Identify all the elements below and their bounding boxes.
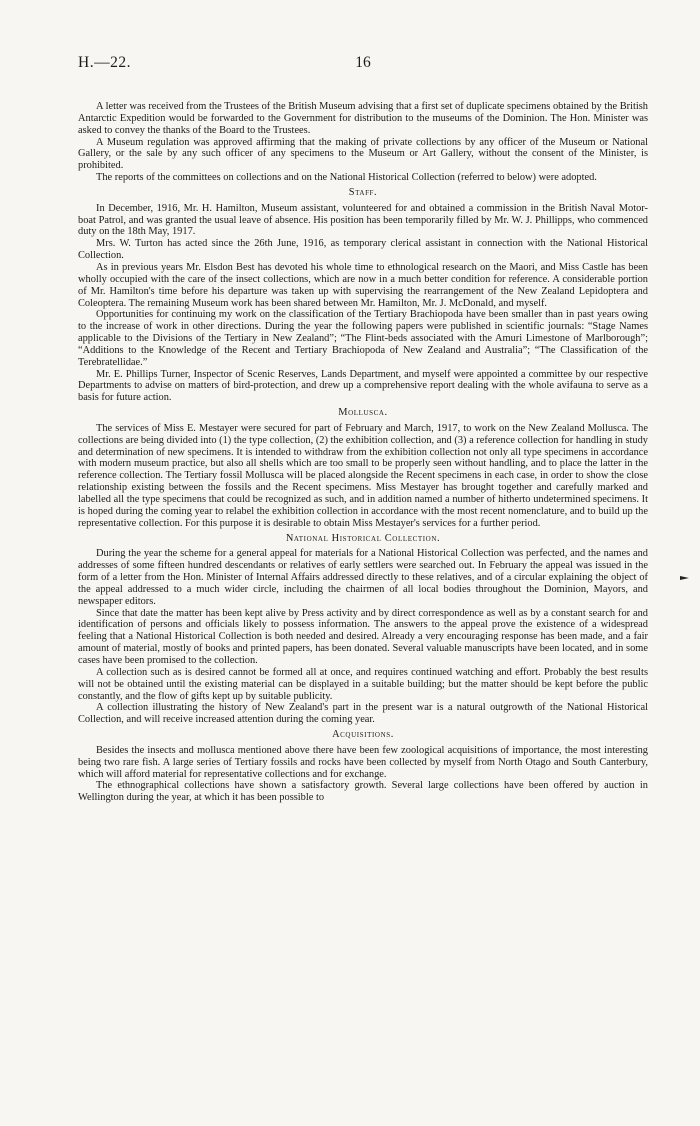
paragraph: A letter was received from the Trustees of the British Museum advising that a first set of duplicate specimens obtained by the British Antarctic Expedition would be forwarded to the Government for distribution to the museums of the Dominion. The Hon. Minister was asked to convey the thanks of the Board to the Trustees. [78, 101, 648, 136]
mollusca-section [78, 407, 648, 529]
paragraph: Mrs. W. Turton has acted since the 26th June, 1916, as temporary clerical assistant in connection with the National Historical Collection. [78, 238, 648, 262]
body-text [78, 101, 648, 804]
document-reference: H.—22. [78, 54, 131, 71]
paragraph: As in previous years Mr. Elsdon Best has devoted his whole time to ethnological research on the Maori, and Miss Castle has been wholly occupied with the care of the insect collections, which are now in a much better condition for reference. A considerable portion of Mr. Hamilton's time before his departure was taken up with supervising the rearrangement of the New Zealand Lepidoptera and Coleoptera. The remaining Museum work has been shared between Mr. Hamilton, Mr. J. McDonald, and myself. [78, 261, 648, 309]
section-heading-mollusca: Mollusca. [338, 407, 388, 419]
page-header [78, 54, 648, 76]
paragraph: A collection illustrating the history of New Zealand's part in the present war is a natural outgrowth of the National Historical Collection, and will receive increased attention during the coming year. [78, 702, 648, 726]
page-number: 16 [355, 54, 371, 71]
margin-arrow-icon [680, 574, 690, 582]
section-heading-acquisitions: Acquisitions. [332, 729, 394, 741]
paragraph: Opportunities for continuing my work on the classification of the Tertiary Brachiopoda have been smaller than in past years owing to the increase of work in other directions. During the year the following papers were published in scientific journals: “Stage Names applicable to the Divisions of the Tertiary in New Zealand”; “The Flint-beds associated with the Amuri Limestone of Marlborough”; “Additions to the Knowledge of the Recent and Tertiary Brachiopoda of New Zealand and Australia”; “The Classification of the Terebratellidae.” [78, 309, 648, 368]
paragraph: Besides the insects and mollusca mentioned above there have been few zoological acquisitions of importance, the most interesting being two rare fish. A large series of Tertiary fossils and rocks have been collected by myself from North Otago and South Canterbury, which will afford material for representative collections and for exchange. [78, 744, 648, 780]
paragraph: Since that date the matter has been kept alive by Press activity and by direct correspondence as well as by a constant search for and identification of persons and officials likely to possess information. The answers to the appeal prove the existence of a widespread feeling that a National Historical Collection is both needed and desired. Already a very encouraging response has been made, and a fair amount of material, mostly of books and printed papers, has been donated. Several valuable manuscripts have been located, and in some cases have been promised to the collection. [78, 607, 648, 666]
paragraph: In December, 1916, Mr. H. Hamilton, Museum assistant, volunteered for and obtained a commission in the British Naval Motor-boat Patrol, and was granted the usual leave of absence. His position has been temporarily filled by Mr. W. J. Phillipps, who commenced duty on the 18th May, 1917. [78, 202, 648, 238]
paragraph: A Museum regulation was approved affirming that the making of private collections by any officer of the Museum or National Gallery, or the sale by any such officer of any specimens to the Museum or Art Gallery, without the consent of the Minister, is prohibited. [78, 136, 648, 172]
intro-section [78, 101, 648, 184]
acquisitions-section [78, 729, 648, 804]
section-heading-national-historical: National Historical Collection. [285, 532, 441, 544]
section-heading-staff: Staff. [348, 186, 378, 198]
staff-section [78, 187, 648, 404]
paragraph: Mr. E. Phillips Turner, Inspector of Scenic Reserves, Lands Department, and myself were appointed a committee by our respective Departments to advise on matters of bird-protection, and drew up a comprehensive report dealing with the whole avifauna to serve as a basis for future action. [78, 368, 648, 404]
national-historical-section [78, 533, 648, 727]
paragraph: The ethnographical collections have shown a satisfactory growth. Several large collections have been offered by auction in Wellington during the year, at which it has been possible to [78, 780, 648, 804]
paragraph: A collection such as is desired cannot be formed all at once, and requires continued watching and effort. Probably the best results will not be obtained until the existing material can be displayed in a suitable building; but the matter should be kept before the public constantly, and the flow of gifts kept up by suitable publicity. [78, 666, 648, 702]
paragraph: The services of Miss E. Mestayer were secured for part of February and March, 1917, to work on the New Zealand Mollusca. The collections are being divided into (1) the type collection, (2) the exhibition collection, and (3) a reference collection for handling in study and determination of new specimens. It is intended to withdraw from the exhibition collection not only all type specimens in accordance with modern museum practice, but also all shells which are too small to be properly seen without handling, and to place the latter in the reference collection. The Tertiary fossil Mollusca will be placed alongside the Recent specimens in each case, in order to show the close relationship existing between the fossils and the Recent specimens. Miss Mestayer has brought together and carefully marked and labelled all the type specimens that could be recognized as such, and in addition named a number of hitherto undetermined specimens. It is hoped during the coming year to relabel the exhibition collection in accordance with the most recent nomenclature, and to build up the representative collection. For this purpose it is desirable to obtain Miss Mestayer's services for a further period. [78, 422, 648, 529]
paragraph: During the year the scheme for a general appeal for materials for a National Historical Collection was perfected, and the names and addresses of some fifteen hundred descendants or relatives of early settlers were searched out. In February the appeal was issued in the form of a letter from the Hon. Minister of Internal Affairs addressed directly to these relatives, and of a circular explaining the object of the appeal addressed to a much wider circle, including the chairmen of all local bodies throughout the Dominion, Mayors, and newspaper editors. [78, 548, 648, 607]
paragraph: The reports of the committees on collections and on the National Historical Collection (referred to below) were adopted. [96, 172, 597, 184]
